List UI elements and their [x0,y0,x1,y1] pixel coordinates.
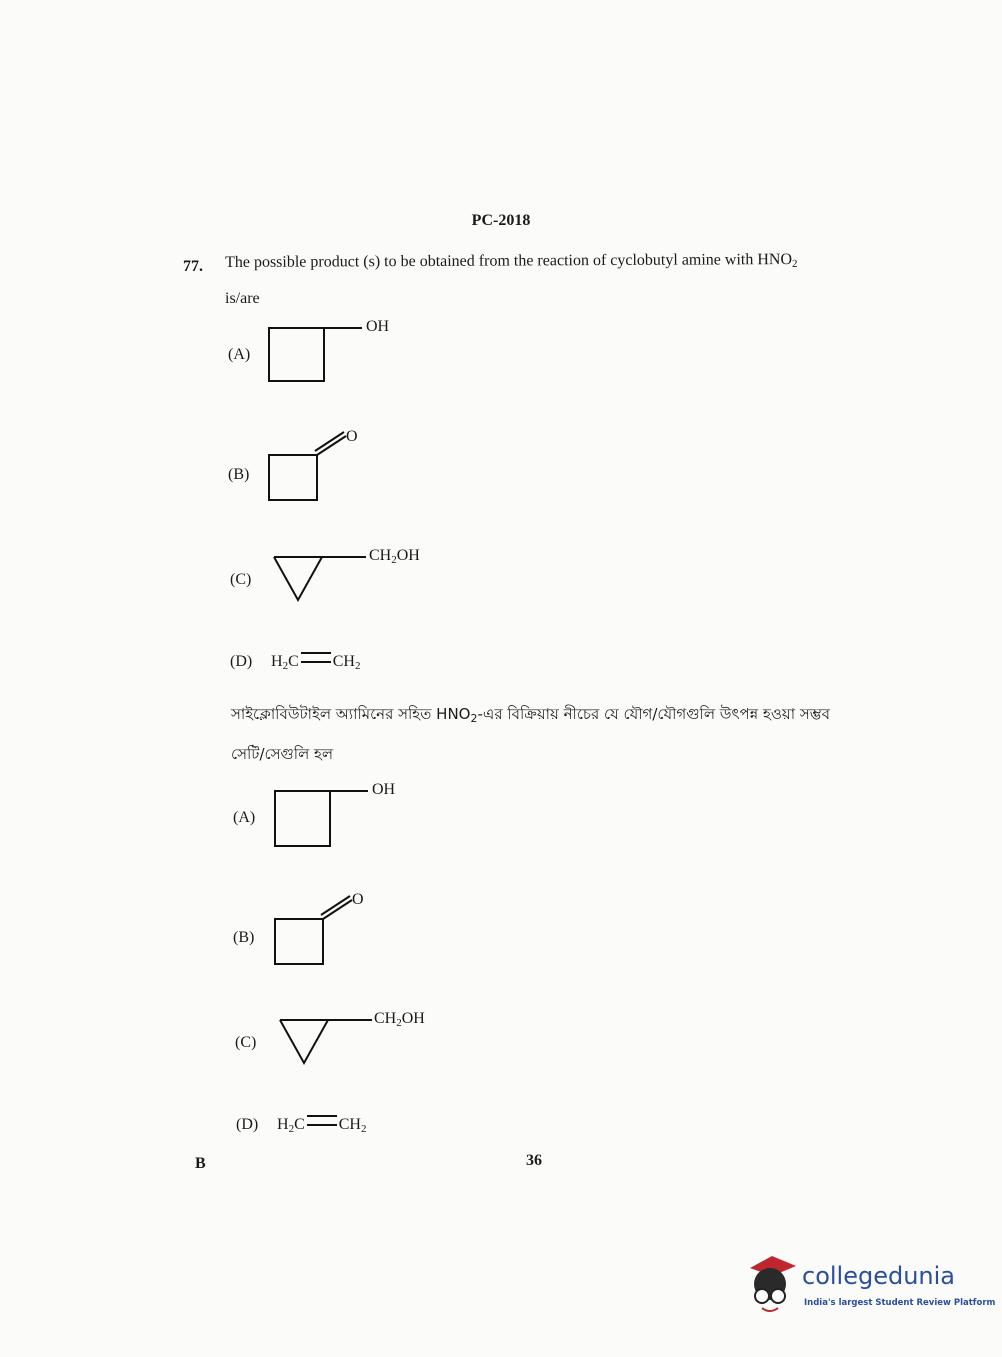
option-b-label-bn: (B) [233,929,255,946]
option-a-group: OH [366,318,390,335]
double-bond [307,1115,337,1126]
option-a-group-bn: OH [372,781,396,798]
formula-ch: CH [338,1116,361,1133]
subscript: 2 [360,1123,367,1135]
formula-h: H [271,653,283,670]
cyclobutanol-structure [266,320,366,384]
option-c-label: (C) [230,571,252,588]
cyclopropylmethanol-structure-bn [276,1011,376,1067]
question-number: 77. [183,258,203,275]
subscript: 2 [791,258,798,271]
option-c-group [369,547,420,566]
cyclobutanol-structure-bn [272,783,372,849]
subscript: 2 [354,660,361,672]
bengali-text-a: সাইক্লোবিউটাইল অ্যামিনের সহিত HNO [231,705,471,723]
option-b-group: O [346,428,358,445]
mascot-logo-icon [742,1250,802,1320]
group-oh: OH [396,547,420,564]
group-ch: CH [374,1010,397,1027]
option-a-label: (A) [228,346,251,363]
bengali-text-b: -এর বিক্রিয়ায় নীচের যে যৌগ/যৌগগুলি উৎপন্ন হওয়া সম্ভব [477,705,830,723]
watermark-tagline: India's largest Student Review Platform [804,1298,996,1308]
option-d-label: (D) [230,653,253,670]
option-c-label-bn: (C) [235,1034,257,1051]
cyclobutanone-structure [266,428,356,504]
option-b-label: (B) [228,466,250,483]
question-text-bengali [231,703,830,728]
subscript: 2 [391,554,397,566]
watermark-brand: collegedunia [802,1262,956,1290]
option-b-group-bn: O [352,891,364,908]
group-ch: CH [369,547,392,564]
ethylene-formula [271,652,360,672]
cyclobutanone-structure-bn [272,892,362,968]
booklet-letter: B [195,1155,206,1172]
double-bond [301,652,331,663]
question-text-english [225,251,798,273]
page-number: 36 [526,1152,542,1169]
question-text-continued: is/are [225,290,260,307]
formula-c: C [288,653,299,670]
question-text-bengali-line2: সেটি/সেগুলি হল [231,745,334,763]
subscript: 2 [282,660,289,672]
formula-ch: CH [332,653,355,670]
subscript: 2 [396,1017,402,1029]
subscript: 2 [470,712,478,725]
exam-code-header: PC-2018 [471,212,531,229]
option-d-label-bn: (D) [236,1116,259,1133]
subscript: 2 [288,1123,295,1135]
formula-c: C [294,1116,305,1133]
option-a-label-bn: (A) [233,809,256,826]
option-c-group-bn [374,1010,425,1029]
formula-h: H [277,1116,289,1133]
cyclopropylmethanol-structure [270,548,370,604]
question-text-main: The possible product (s) to be obtained from the reaction of cyclobutyl amine with HNO [225,251,793,271]
ethylene-formula-bn [277,1115,366,1135]
group-oh: OH [401,1010,425,1027]
